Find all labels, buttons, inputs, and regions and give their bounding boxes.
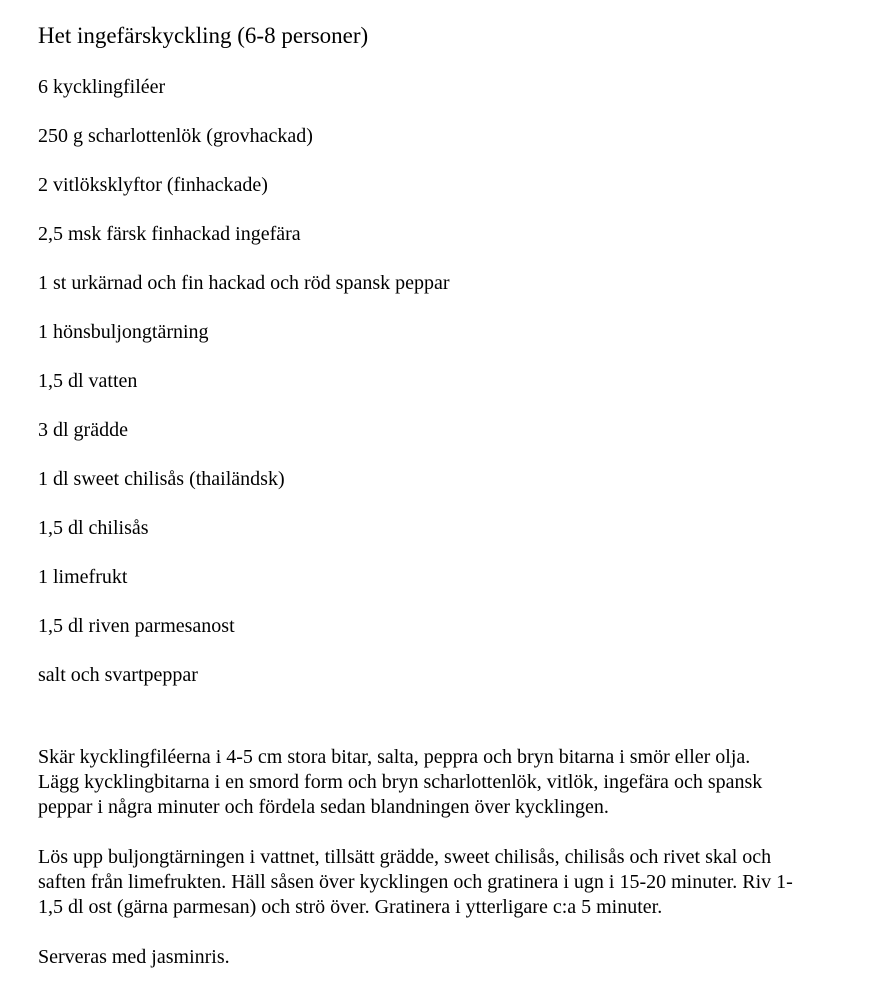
ingredient-line: 1 dl sweet chilisås (thailändsk) <box>38 467 285 490</box>
ingredient-line: 250 g scharlottenlök (grovhackad) <box>38 124 313 147</box>
instruction-paragraph <box>38 745 846 820</box>
ingredient-line: 1,5 dl vatten <box>38 369 138 392</box>
instruction-text-line: peppar i några minuter och fördela sedan blandningen över kycklingen. <box>38 795 609 818</box>
serving-note: Serveras med jasminris. <box>38 945 230 968</box>
recipe-title: Het ingefärskyckling (6-8 personer) <box>38 23 369 48</box>
ingredient-line: 2,5 msk färsk finhackad ingefära <box>38 222 301 245</box>
instruction-text-line: Skär kycklingfiléerna i 4-5 cm stora bitar, salta, peppra och bryn bitarna i smör eller olja. <box>38 745 751 768</box>
ingredient-list <box>38 76 846 687</box>
ingredient-line: 1 hönsbuljongtärning <box>38 320 209 343</box>
instruction-text-line: Lös upp buljongtärningen i vattnet, tillsätt grädde, sweet chilisås, chilisås och rivet skal och <box>38 845 772 868</box>
ingredient-line: salt och svartpeppar <box>38 663 198 686</box>
ingredient-line: 6 kycklingfiléer <box>38 75 166 98</box>
ingredient-line: 1 limefrukt <box>38 565 128 588</box>
instruction-paragraph <box>38 845 846 920</box>
ingredient-line: 1,5 dl riven parmesanost <box>38 614 235 637</box>
instruction-text-line: 1,5 dl ost (gärna parmesan) och strö över. Gratinera i ytterligare c:a 5 minuter. <box>38 895 663 918</box>
ingredient-line: 1,5 dl chilisås <box>38 516 149 539</box>
instructions-section <box>38 745 846 920</box>
ingredient-line: 1 st urkärnad och fin hackad och röd spansk peppar <box>38 271 450 294</box>
ingredient-line: 2 vitlöksklyftor (finhackade) <box>38 173 268 196</box>
instruction-text-line: saften från limefrukten. Häll såsen över kycklingen och gratinera i ugn i 15-20 minuter. Riv 1- <box>38 870 793 893</box>
instruction-text-line: Lägg kycklingbitarna i en smord form och bryn scharlottenlök, vitlök, ingefära och spansk <box>38 770 763 793</box>
ingredient-line: 3 dl grädde <box>38 418 128 441</box>
